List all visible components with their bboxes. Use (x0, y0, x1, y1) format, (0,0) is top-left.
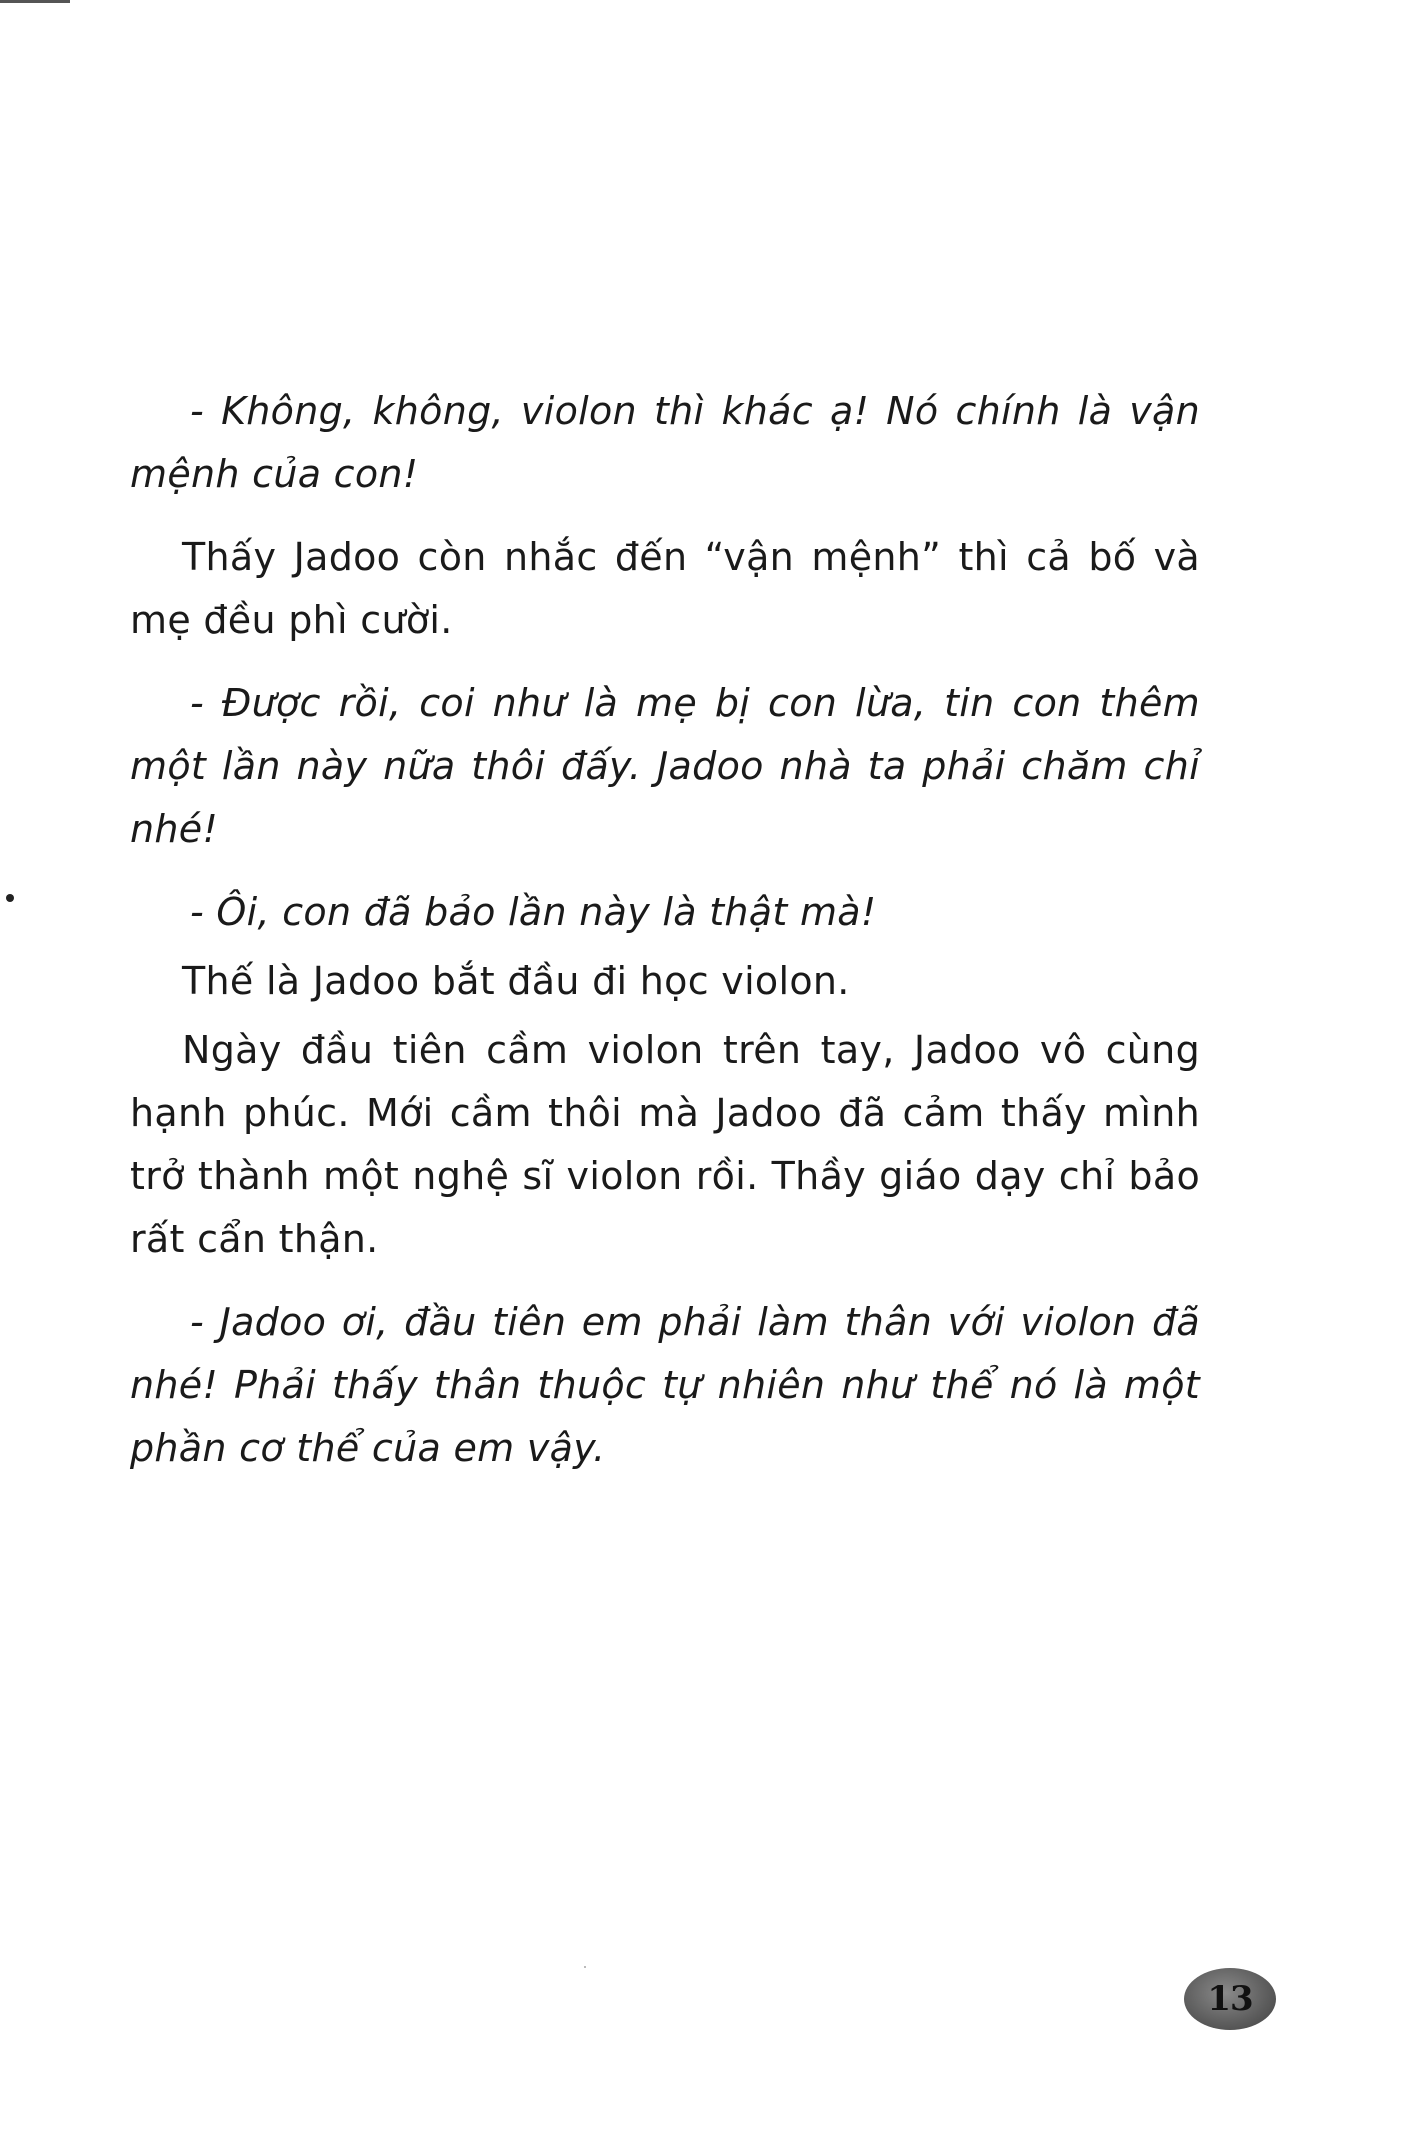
paragraph-narration-2: Thế là Jadoo bắt đầu đi học violon. (182, 959, 850, 1003)
scan-edge (0, 0, 70, 3)
paragraph-dialogue-3: - Ôi, con đã bảo lần này là thật mà! (190, 890, 877, 934)
scan-speck (584, 1966, 586, 1968)
page-number-badge: 13 (1184, 1968, 1276, 2030)
paragraph-narration-1: Thấy Jadoo còn nhắc đến “vận mệnh” thì cả bố và mẹ đều phì cười. (130, 535, 1200, 642)
margin-mark (6, 894, 14, 902)
paragraph-dialogue-2: - Được rồi, coi như là mẹ bị con lừa, tin con thêm một lần này nữa thôi đấy. Jadoo nhà ta phải chăm chỉ nhé! (130, 681, 1200, 851)
paragraph-narration-3: Ngày đầu tiên cầm violon trên tay, Jadoo vô cùng hạnh phúc. Mới cầm thôi mà Jadoo đã cảm thấy mình trở thành một nghệ sĩ violon rồi. Thầy giáo dạy chỉ bảo rất cẩn thận. (130, 1028, 1200, 1261)
paragraph-dialogue-4: - Jadoo ơi, đầu tiên em phải làm thân với violon đã nhé! Phải thấy thân thuộc tự nhiên như thể nó là một phần cơ thể của em vậy. (130, 1300, 1200, 1470)
body-text (130, 380, 1200, 1500)
paragraph-dialogue-1: - Không, không, violon thì khác ạ! Nó chính là vận mệnh của con! (130, 389, 1200, 496)
